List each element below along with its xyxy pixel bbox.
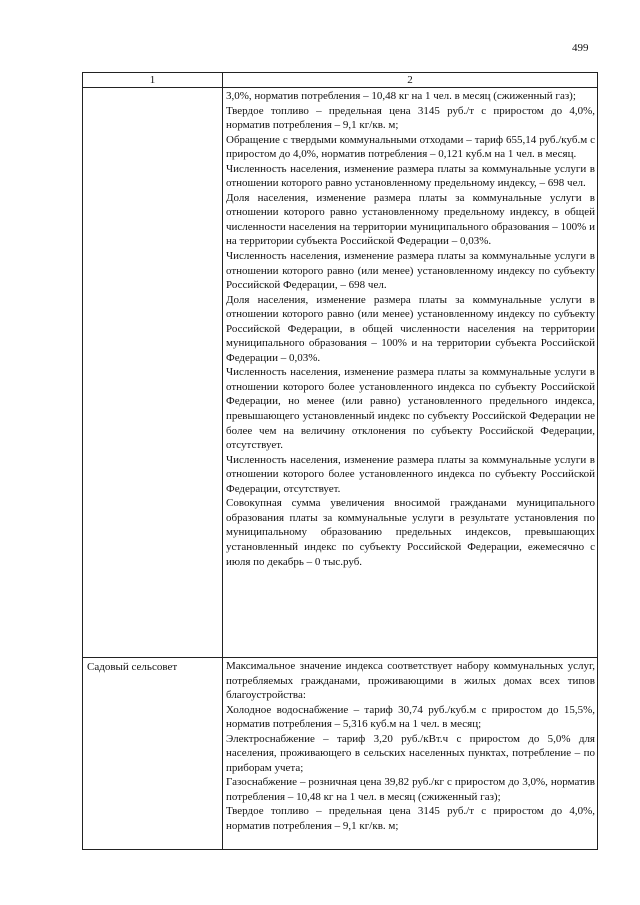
paragraph: Электроснабжение – тариф 3,20 руб./кВт.ч с приростом до 5,0% для населения, проживающего в сельских населенных пунктах, потребление – по приборам учета; [226, 732, 595, 774]
description-cell [223, 88, 597, 657]
document-table [82, 72, 598, 850]
paragraph: Численность населения, изменение размера платы за коммунальные услуги в отношении которого более установленного индекса по субъекту Российской Федерации, отсутствует. [226, 453, 595, 495]
paragraph: Численность населения, изменение размера платы за коммунальные услуги в отношении которого более установленного индекса по субъекту Российской Федерации, но менее (или равно) установленного предельного индекса, превышающего установленный индекс по субъекту Российской Федерации не более чем на величину отклонения по субъекту Российской Федерации, отсутствует. [226, 366, 595, 452]
paragraph: Твердое топливо – предельная цена 3145 руб./т с приростом до 4,0%, норматив потребления – 9,1 кг/кв. м; [226, 104, 595, 132]
paragraph: Максимальное значение индекса соответствует набору коммунальных услуг, потребляемых гражданами, проживающими в жилых домах всех типов благоустройства: [226, 660, 595, 702]
paragraph: Доля населения, изменение размера платы за коммунальные услуги в отношении которого равно установленному предельному индексу, в общей численности населения на территории муниципального образования – 100% и на территории субъекта Российской Федерации – 0,03%. [226, 191, 595, 248]
paragraph: Численность населения, изменение размера платы за коммунальные услуги в отношении которого равно (или менее) установленному индексу по субъекту Российской Федерации, – 698 чел. [226, 250, 595, 292]
paragraph: Твердое топливо – предельная цена 3145 руб./т с приростом до 4,0%, норматив потребления – 9,1 кг/кв. м; [226, 805, 595, 833]
table-header-row [83, 73, 597, 88]
municipality-cell: Садовый сельсовет [83, 658, 223, 849]
table-row [83, 88, 597, 658]
table-row [83, 658, 597, 849]
page-number: 499 [572, 42, 589, 54]
paragraph: Доля населения, изменение размера платы за коммунальные услуги в отношении которого равно (или менее) установленному индексу по субъекту Российской Федерации, в общей численности населения на территории муниципального образования – 100% и на территории субъекта Российской Федерации – 0,03%. [226, 293, 595, 364]
column-header-1: 1 [83, 73, 223, 87]
paragraph: Газоснабжение – розничная цена 39,82 руб./кг с приростом до 3,0%, норматив потребления – 10,48 кг на 1 чел. в месяц (сжиженный газ); [226, 776, 595, 803]
column-header-2: 2 [407, 74, 413, 86]
paragraph: Численность населения, изменение размера платы за коммунальные услуги в отношении которого равно установленному предельному индексу, – 698 чел. [226, 162, 595, 190]
municipality-cell [83, 88, 223, 657]
paragraph: 3,0%, норматив потребления – 10,48 кг на 1 чел. в месяц (сжиженный газ); [226, 90, 576, 102]
description-cell [223, 658, 597, 849]
paragraph: Обращение с твердыми коммунальными отходами – тариф 655,14 руб./куб.м с приростом до 4,0%, норматив потребления – 0,121 куб.м на 1 чел. в месяц. [226, 133, 595, 161]
paragraph: Совокупная сумма увеличения вносимой гражданами муниципального образования платы за коммунальные услуги в результате установления по муниципальному образованию предельных индексов, превышающих установленный индекс по субъекту Российской Федерации, ежемесячно с июля по декабрь – 0 тыс.руб. [226, 497, 595, 568]
paragraph: Холодное водоснабжение – тариф 30,74 руб./куб.м с приростом до 15,5%, норматив потребления – 5,316 куб.м на 1 чел. в месяц; [226, 703, 595, 731]
